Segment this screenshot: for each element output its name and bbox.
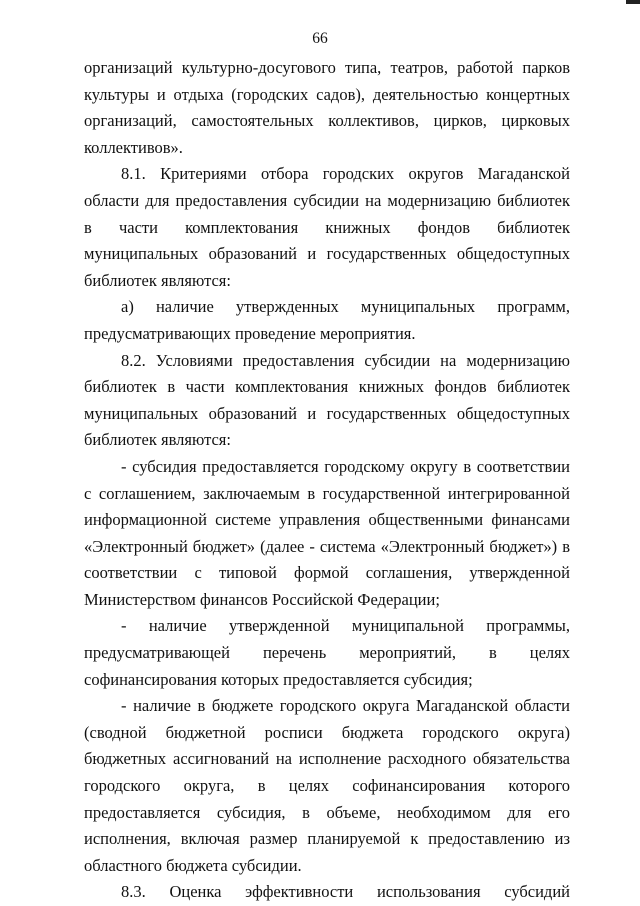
- condition-program: - наличие утвержденной муниципальной программы, предусматривающей перечень мероприятий, в целях софинансирования которых предоставляется субсидия;: [84, 616, 570, 689]
- paragraph-8-3-word: использования: [376, 882, 481, 902]
- condition-budget: - наличие в бюджете городского округа Магаданской области (сводной бюджетной росписи бюджета городского округа) бюджетных ассигнований на исполнение расходного обязательства городского округа, в целях софинансирования которого предоставляется субсидия, в объеме, необходимом для его исполнения, включая размер планируемой к предоставлению из областного бюджета субсидии.: [84, 696, 570, 875]
- paragraph-8-1-a: а) наличие утвержденных муниципальных программ, предусматривающих проведение мероприятия.: [84, 297, 570, 343]
- paragraph-8-3-word: эффективности: [245, 882, 354, 902]
- paragraph-continuation: организаций культурно-досугового типа, театров, работой парков культуры и отдыха (городских садов), деятельностью концертных организаций, самостоятельных коллективов, цирков, цирковых коллективов».: [84, 58, 570, 157]
- paragraph-8-3-word: Оценка: [169, 882, 222, 902]
- paragraph-8-3-heading-line: [84, 879, 570, 906]
- paragraph-8-2: 8.2. Условиями предоставления субсидии на модернизацию библиотек в части комплектования книжных фондов библиотек муниципальных образований и государственных общедоступных библиотек являются:: [84, 350, 570, 450]
- paragraph-8-1: 8.1. Критериями отбора городских округов Магаданской области для предоставления субсидии на модернизацию библиотек в части комплектования книжных фондов библиотек муниципальных образований и государственных общедоступных библиотек являются:: [84, 164, 570, 290]
- scan-corner-mark: [626, 0, 640, 4]
- paragraph-8-3-word: субсидий: [504, 882, 570, 902]
- page-number: 66: [312, 30, 328, 47]
- paragraph-8-3-number: 8.3.: [121, 882, 146, 902]
- document-body: [84, 55, 570, 906]
- condition-agreement: - субсидия предоставляется городскому округу в соответствии с соглашением, заключаемым в государственной интегрированной информационной системе управления общественными финансами «Электронный бюджет» (далее - система «Электронный бюджет») в соответствии с типовой формой соглашения, утвержденной Министерством финансов Российской Федерации;: [84, 456, 570, 609]
